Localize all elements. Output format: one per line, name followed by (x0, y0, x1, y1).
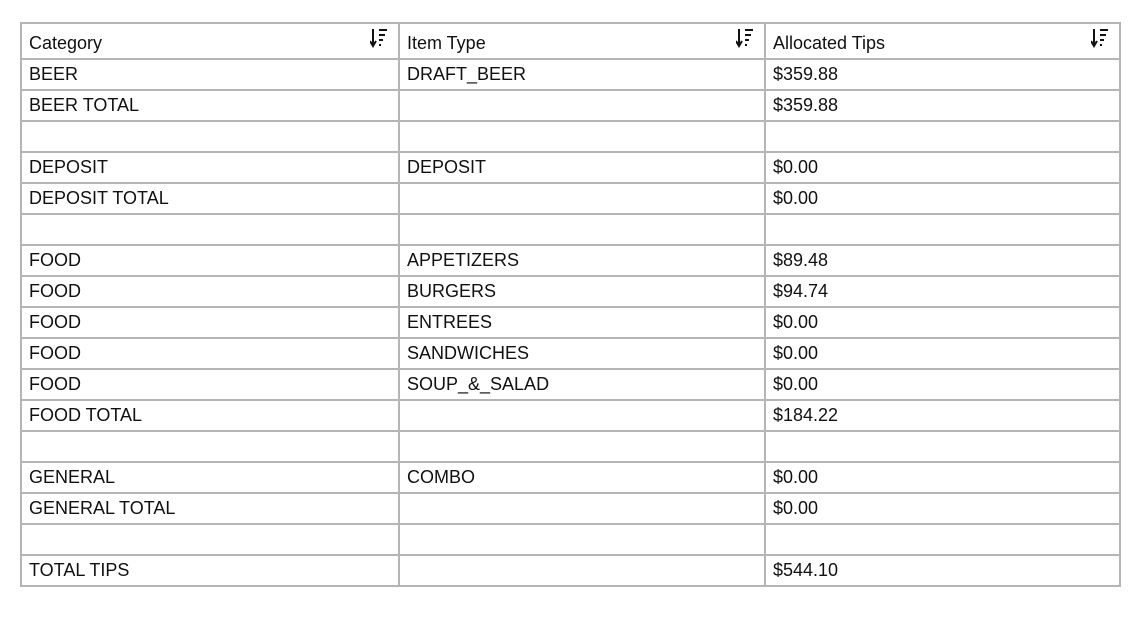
cell-item-type (399, 121, 765, 152)
table-row (21, 462, 1120, 493)
sort-descending-icon[interactable] (736, 27, 754, 49)
cell-allocated-tips: $89.48 (765, 245, 1120, 276)
cell-category: FOOD TOTAL (21, 400, 399, 431)
cell-allocated-tips: $0.00 (765, 338, 1120, 369)
table-row (21, 369, 1120, 400)
column-header-allocated-tips[interactable] (765, 23, 1120, 59)
cell-item-type (399, 431, 765, 462)
cell-allocated-tips: $0.00 (765, 369, 1120, 400)
table-row (21, 307, 1120, 338)
cell-category (21, 214, 399, 245)
cell-allocated-tips (765, 121, 1120, 152)
tips-table-container (20, 22, 1119, 587)
cell-allocated-tips: $0.00 (765, 462, 1120, 493)
table-header (21, 23, 1120, 59)
sort-descending-icon[interactable] (370, 27, 388, 49)
cell-category: DEPOSIT (21, 152, 399, 183)
table-row (21, 400, 1120, 431)
cell-item-type (399, 493, 765, 524)
cell-item-type: BURGERS (399, 276, 765, 307)
table-row (21, 121, 1120, 152)
allocated-tips-table (20, 22, 1121, 587)
cell-allocated-tips: $0.00 (765, 493, 1120, 524)
cell-category (21, 524, 399, 555)
cell-category: GENERAL (21, 462, 399, 493)
cell-item-type (399, 183, 765, 214)
table-row (21, 524, 1120, 555)
cell-allocated-tips: $184.22 (765, 400, 1120, 431)
column-header-item-type[interactable] (399, 23, 765, 59)
cell-item-type (399, 524, 765, 555)
cell-item-type (399, 214, 765, 245)
cell-item-type: DEPOSIT (399, 152, 765, 183)
column-header-category[interactable] (21, 23, 399, 59)
cell-category (21, 431, 399, 462)
cell-item-type: SANDWICHES (399, 338, 765, 369)
cell-category (21, 121, 399, 152)
cell-allocated-tips: $359.88 (765, 59, 1120, 90)
sort-descending-icon[interactable] (1091, 27, 1109, 49)
cell-item-type: ENTREES (399, 307, 765, 338)
cell-category: FOOD (21, 338, 399, 369)
cell-item-type: SOUP_&_SALAD (399, 369, 765, 400)
cell-allocated-tips: $0.00 (765, 307, 1120, 338)
cell-allocated-tips: $94.74 (765, 276, 1120, 307)
cell-category: FOOD (21, 307, 399, 338)
cell-allocated-tips (765, 431, 1120, 462)
table-row (21, 431, 1120, 462)
column-header-label: Category (29, 33, 103, 53)
cell-allocated-tips: $0.00 (765, 152, 1120, 183)
cell-item-type (399, 400, 765, 431)
table-row (21, 338, 1120, 369)
column-header-label: Allocated Tips (773, 33, 886, 53)
table-row (21, 555, 1120, 586)
cell-allocated-tips: $0.00 (765, 183, 1120, 214)
cell-category: TOTAL TIPS (21, 555, 399, 586)
header-row (21, 23, 1120, 59)
cell-category: FOOD (21, 245, 399, 276)
cell-item-type: COMBO (399, 462, 765, 493)
cell-category: BEER TOTAL (21, 90, 399, 121)
cell-category: GENERAL TOTAL (21, 493, 399, 524)
table-row (21, 59, 1120, 90)
cell-item-type: DRAFT_BEER (399, 59, 765, 90)
table-row (21, 183, 1120, 214)
cell-category: DEPOSIT TOTAL (21, 183, 399, 214)
cell-item-type (399, 555, 765, 586)
table-row (21, 276, 1120, 307)
cell-allocated-tips: $359.88 (765, 90, 1120, 121)
table-row (21, 493, 1120, 524)
cell-allocated-tips (765, 214, 1120, 245)
cell-item-type (399, 90, 765, 121)
table-row (21, 90, 1120, 121)
cell-category: BEER (21, 59, 399, 90)
cell-allocated-tips (765, 524, 1120, 555)
table-row (21, 152, 1120, 183)
table-body (21, 59, 1120, 586)
cell-category: FOOD (21, 369, 399, 400)
table-row (21, 245, 1120, 276)
table-row (21, 214, 1120, 245)
cell-category: FOOD (21, 276, 399, 307)
cell-allocated-tips: $544.10 (765, 555, 1120, 586)
cell-item-type: APPETIZERS (399, 245, 765, 276)
column-header-label: Item Type (407, 33, 486, 53)
